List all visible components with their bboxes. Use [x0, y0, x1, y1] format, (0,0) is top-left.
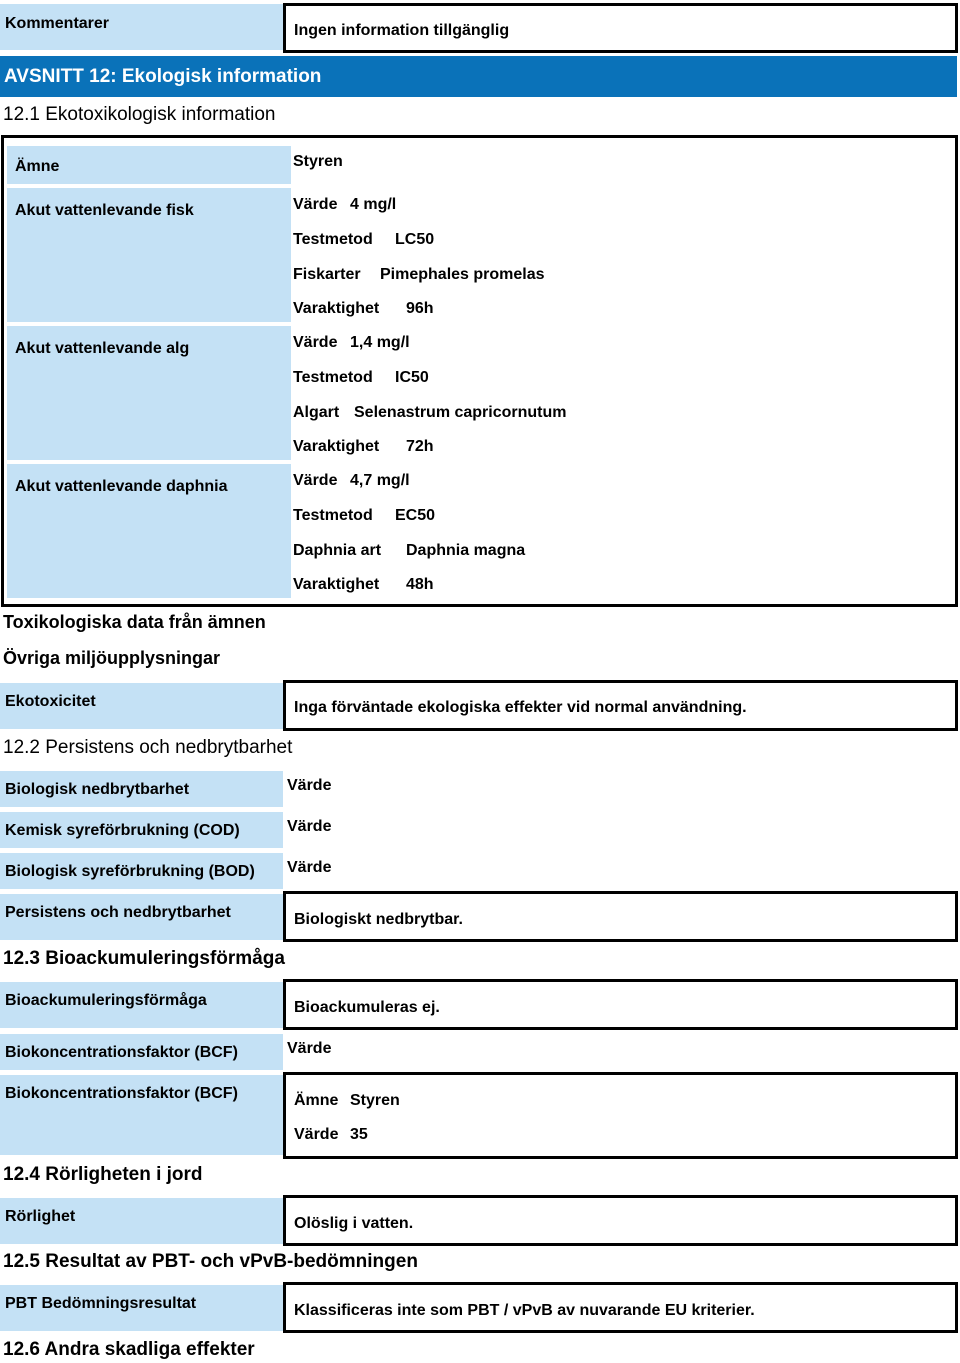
heading-12-3: 12.3 Bioackumuleringsförmåga — [3, 948, 285, 969]
persistence-value: Biologiskt nedbrytbar. — [294, 911, 463, 928]
alga-species: Selenastrum capricornutum — [354, 404, 567, 421]
bioacc-value-box — [283, 979, 958, 1030]
fish-species: Pimephales promelas — [380, 266, 545, 283]
pbt-value: Klassificeras inte som PBT / vPvB av nuvarande EU kriterier. — [294, 1302, 755, 1319]
alga-value-label: Värde — [293, 334, 338, 351]
substance-label: Ämne — [7, 146, 291, 184]
heading-12-1: 12.1 Ekotoxikologisk information — [3, 104, 276, 125]
daphnia-duration: 48h — [406, 576, 434, 593]
comments-value: Ingen information tillgänglig — [294, 22, 510, 39]
ecotox-value-box — [283, 680, 958, 731]
biodeg-value: Värde — [287, 777, 332, 794]
section-title: AVSNITT 12: Ekologisk information — [0, 56, 957, 97]
bioacc-value: Bioackumuleras ej. — [294, 999, 440, 1016]
bcf2-value-label: Värde — [294, 1126, 339, 1143]
cod-value: Värde — [287, 818, 332, 835]
bioacc-label: Bioackumuleringsförmåga — [0, 982, 283, 1028]
ecotox-label: Ekotoxicitet — [0, 683, 283, 729]
fish-method: LC50 — [395, 231, 435, 248]
cod-label: Kemisk syreförbrukning (COD) — [0, 812, 283, 848]
alga-species-label: Algart — [293, 404, 340, 421]
alga-label: Akut vattenlevande alg — [7, 326, 291, 460]
daphnia-method-label: Testmetod — [293, 507, 373, 524]
fish-duration: 96h — [406, 300, 434, 317]
pbt-label: PBT Bedömningsresultat — [0, 1285, 283, 1331]
bcf1-value: Värde — [287, 1040, 332, 1057]
alga-method-label: Testmetod — [293, 369, 373, 386]
other-heading: Övriga miljöupplysningar — [3, 648, 221, 668]
persistence-value-box — [283, 891, 958, 942]
fish-method-label: Testmetod — [293, 231, 373, 248]
biodeg-label: Biologisk nedbrytbarhet — [0, 771, 283, 807]
bcf2-value-box — [283, 1072, 958, 1159]
alga-duration: 72h — [406, 438, 434, 455]
pbt-value-box — [283, 1282, 958, 1333]
daphnia-label: Akut vattenlevande daphnia — [7, 464, 291, 598]
bcf2-label: Biokoncentrationsfaktor (BCF) — [0, 1075, 283, 1155]
fish-label: Akut vattenlevande fisk — [7, 188, 291, 322]
fish-duration-label: Varaktighet — [293, 300, 380, 317]
alga-method: IC50 — [395, 369, 429, 386]
heading-12-2: 12.2 Persistens och nedbrytbarhet — [3, 737, 293, 758]
comments-value-box — [283, 3, 958, 53]
fish-species-label: Fiskarter — [293, 266, 361, 283]
heading-12-5: 12.5 Resultat av PBT- och vPvB-bedömningen — [3, 1251, 418, 1272]
fish-value-label: Värde — [293, 196, 338, 213]
ecotox-value: Inga förväntade ekologiska effekter vid normal användning. — [294, 699, 747, 716]
tox-heading: Toxikologiska data från ämnen — [3, 612, 266, 632]
ecotox-table — [1, 135, 958, 607]
bod-value: Värde — [287, 859, 332, 876]
heading-12-6: 12.6 Andra skadliga effekter — [3, 1339, 255, 1360]
daphnia-species-label: Daphnia art — [293, 542, 382, 559]
heading-12-4: 12.4 Rörligheten i jord — [3, 1164, 203, 1185]
daphnia-species: Daphnia magna — [406, 542, 526, 559]
bcf2-substance: Styren — [350, 1092, 400, 1109]
bcf2-value: 35 — [350, 1126, 368, 1143]
fish-value: 4 mg/l — [350, 196, 397, 213]
daphnia-value-label: Värde — [293, 472, 338, 489]
persistence-label: Persistens och nedbrytbarhet — [0, 894, 283, 940]
alga-duration-label: Varaktighet — [293, 438, 380, 455]
bcf1-label: Biokoncentrationsfaktor (BCF) — [0, 1034, 283, 1070]
bod-label: Biologisk syreförbrukning (BOD) — [0, 853, 283, 889]
substance-value: Styren — [293, 153, 343, 170]
bcf2-substance-label: Ämne — [294, 1092, 339, 1109]
daphnia-method: EC50 — [395, 507, 436, 524]
mobility-value-box — [283, 1195, 958, 1246]
mobility-label: Rörlighet — [0, 1198, 283, 1244]
mobility-value: Olöslig i vatten. — [294, 1215, 414, 1232]
daphnia-value: 4,7 mg/l — [350, 472, 410, 489]
alga-value: 1,4 mg/l — [350, 334, 410, 351]
comments-label: Kommentarer — [0, 4, 283, 50]
daphnia-duration-label: Varaktighet — [293, 576, 380, 593]
